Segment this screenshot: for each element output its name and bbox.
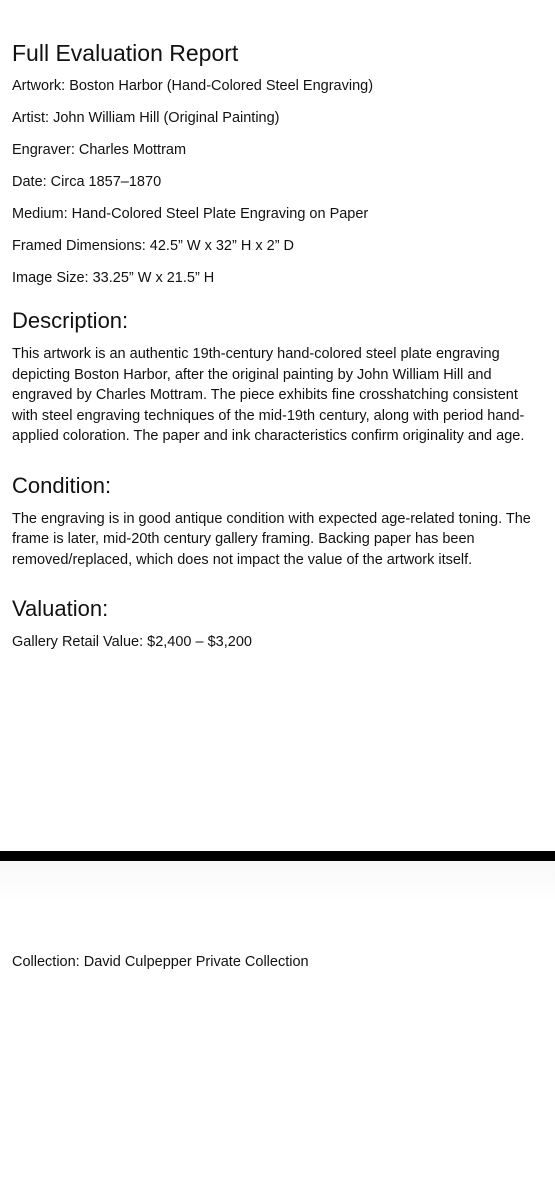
medium-field: Medium: Hand-Colored Steel Plate Engraving on Paper — [12, 206, 369, 222]
description-heading: Description: — [12, 308, 129, 333]
next-page — [0, 861, 555, 1200]
condition-text: The engraving is in good antique condition with expected age-related toning. The frame is later, mid-20th century gallery framing. Backing paper has been removed/replaced, which does not impact the value of the artwork itself. — [12, 510, 531, 568]
valuation-section — [12, 594, 542, 652]
condition-heading: Condition: — [12, 472, 112, 498]
description-section — [12, 306, 542, 447]
gallery-retail-value: Gallery Retail Value: $2,400 – $3,200 — [12, 634, 252, 650]
report-title: Full Evaluation Report — [12, 40, 239, 66]
artwork-field: Artwork: Boston Harbor (Hand-Colored Steel Engraving) — [12, 78, 374, 94]
artist-field: Artist: John William Hill (Original Painting) — [12, 110, 280, 126]
description-text: This artwork is an authentic 19th-century hand-colored steel plate engraving depicting Boston Harbor, after the original painting by John William Hill and engraved by Charles Mottram. The piece exhibits fine crosshatching consistent with steel engraving techniques of the mid-19th century, along with period hand-applied coloration. The paper and ink characteristics confirm originality and age. — [12, 346, 525, 444]
condition-section — [12, 471, 542, 571]
collection-text: Collection: David Culpepper Private Collection — [12, 954, 309, 970]
page-divider — [0, 851, 555, 861]
report-content — [12, 38, 542, 664]
date-field: Date: Circa 1857–1870 — [12, 174, 162, 190]
valuation-heading: Valuation: — [12, 596, 109, 621]
image-size-field: Image Size: 33.25” W x 21.5” H — [12, 270, 215, 286]
engraver-field: Engraver: Charles Mottram — [12, 142, 187, 158]
framed-dimensions-field: Framed Dimensions: 42.5” W x 32” H x 2” D — [12, 238, 295, 254]
